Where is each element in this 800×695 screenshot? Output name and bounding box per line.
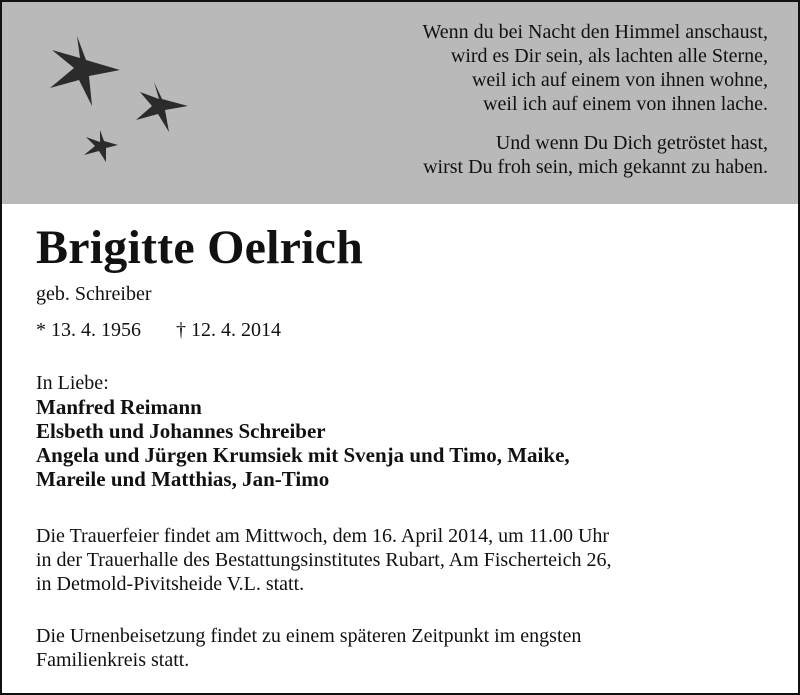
poem-line: Und wenn Du Dich getröstet hast, xyxy=(495,132,768,154)
deceased-name: Brigitte Oelrich xyxy=(36,221,364,274)
star-icon-small xyxy=(84,130,118,162)
funeral-line: in der Trauerhalle des Bestattungsinstitutes Rubart, Am Fischerteich 26, xyxy=(36,549,612,571)
life-dates xyxy=(36,318,281,342)
mourner-line: Mareile und Matthias, Jan-Timo xyxy=(36,467,330,491)
maiden-name: geb. Schreiber xyxy=(36,283,152,305)
star-icon-medium xyxy=(136,82,188,132)
mourners-intro: In Liebe: xyxy=(36,372,109,394)
funeral-line: Die Trauerfeier findet am Mittwoch, dem 16. April 2014, um 11.00 Uhr xyxy=(36,525,610,547)
poem-line: weil ich auf einem von ihnen wohne, xyxy=(471,69,768,91)
burial-line: Familienkreis statt. xyxy=(36,649,190,671)
star-icon-large xyxy=(50,36,120,106)
header-banner xyxy=(2,2,798,204)
poem-line: wirst Du froh sein, mich gekannt zu haben. xyxy=(423,156,768,178)
mourners-list xyxy=(36,371,570,491)
stanza-gap xyxy=(248,116,768,131)
mourner-line: Angela und Jürgen Krumsiek mit Svenja und Timo, Maike, xyxy=(36,443,570,467)
burial-info xyxy=(36,624,581,672)
poem-line: weil ich auf einem von ihnen lache. xyxy=(483,93,768,115)
birth-date: * 13. 4. 1956 xyxy=(36,319,141,341)
poem-line: Wenn du bei Nacht den Himmel anschaust, xyxy=(422,21,768,43)
death-date: † 12. 4. 2014 xyxy=(176,319,281,341)
funeral-info xyxy=(36,524,611,596)
poem-line: wird es Dir sein, als lachten alle Sterne, xyxy=(450,45,768,67)
burial-line: Die Urnenbeisetzung findet zu einem späteren Zeitpunkt im engsten xyxy=(36,625,582,647)
mourner-line: Elsbeth und Johannes Schreiber xyxy=(36,419,326,443)
funeral-line: in Detmold-Pivitsheide V.L. statt. xyxy=(36,573,305,595)
stars-decoration xyxy=(2,2,222,204)
poem xyxy=(248,20,768,179)
mourner-line: Manfred Reimann xyxy=(36,395,202,419)
